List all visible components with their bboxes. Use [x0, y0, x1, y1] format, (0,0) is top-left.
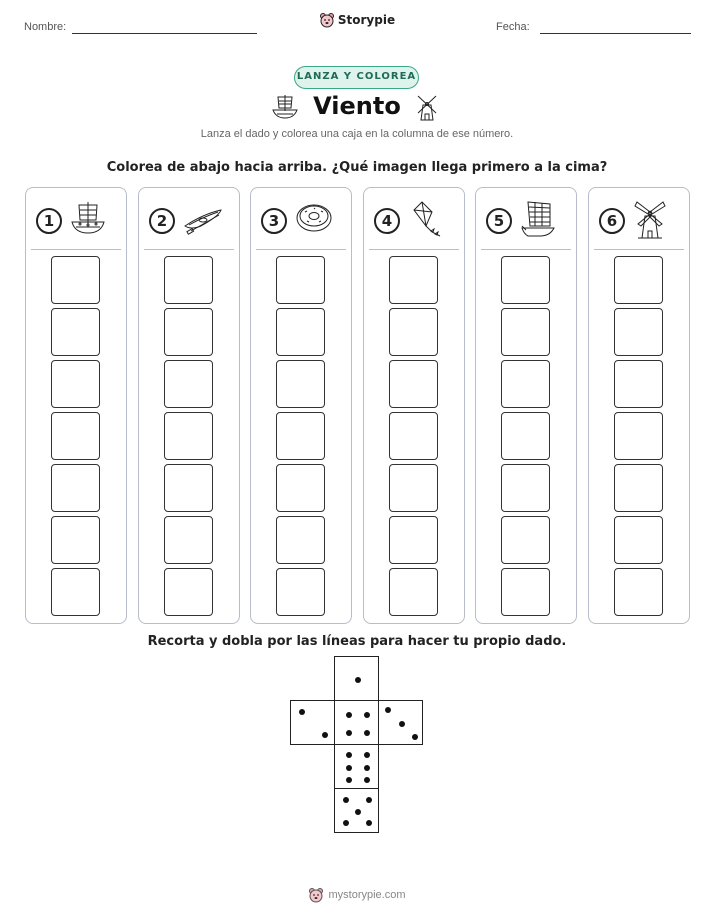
- column-header: [149, 200, 229, 240]
- color-box[interactable]: [164, 360, 213, 408]
- die-pip: [364, 752, 370, 758]
- race-column-2: [138, 187, 240, 624]
- viking-ship-icon: [70, 200, 106, 241]
- kayak-icon: [183, 200, 223, 241]
- windmill-icon: [633, 200, 667, 245]
- color-box[interactable]: [51, 412, 100, 460]
- color-box[interactable]: [389, 412, 438, 460]
- color-box[interactable]: [164, 412, 213, 460]
- color-box[interactable]: [501, 256, 550, 304]
- kite-icon: [408, 200, 444, 245]
- color-box[interactable]: [164, 464, 213, 512]
- die-pip: [366, 820, 372, 826]
- die-face-4: [334, 700, 379, 745]
- color-box[interactable]: [614, 412, 663, 460]
- die-pip: [366, 797, 372, 803]
- windmill-icon: [414, 93, 440, 121]
- storypie-bear-icon: [319, 12, 335, 28]
- color-box[interactable]: [276, 412, 325, 460]
- sailing-junk-icon: [520, 200, 556, 245]
- color-box[interactable]: [276, 568, 325, 616]
- color-box[interactable]: [614, 308, 663, 356]
- page-subtitle: Lanza el dado y colorea una caja en la columna de ese número.: [200, 128, 514, 140]
- color-box[interactable]: [51, 308, 100, 356]
- die-pip: [346, 752, 352, 758]
- color-box[interactable]: [276, 256, 325, 304]
- date-label: Fecha:: [496, 21, 530, 33]
- die-pip: [355, 677, 361, 683]
- die-pip: [364, 712, 370, 718]
- color-box[interactable]: [276, 516, 325, 564]
- activity-badge: LANZA Y COLOREA: [294, 66, 419, 89]
- color-box[interactable]: [501, 308, 550, 356]
- die-pip: [346, 765, 352, 771]
- die-pip: [364, 777, 370, 783]
- name-label: Nombre:: [24, 21, 67, 33]
- column-header: [486, 200, 566, 240]
- color-box[interactable]: [501, 516, 550, 564]
- column-number: 6: [599, 208, 625, 234]
- color-box[interactable]: [501, 464, 550, 512]
- color-box[interactable]: [51, 568, 100, 616]
- column-divider: [31, 249, 121, 250]
- die-face-2: [290, 700, 335, 745]
- brand-logo: [0, 12, 714, 33]
- color-box[interactable]: [51, 360, 100, 408]
- color-box[interactable]: [501, 568, 550, 616]
- color-box[interactable]: [164, 308, 213, 356]
- die-pip: [346, 777, 352, 783]
- color-box[interactable]: [276, 360, 325, 408]
- storypie-bear-icon: [308, 887, 324, 903]
- color-box[interactable]: [51, 516, 100, 564]
- race-column-5: [475, 187, 577, 624]
- footer-url: mystorypie.com: [328, 889, 406, 901]
- race-column-1: [25, 187, 127, 624]
- color-box[interactable]: [614, 568, 663, 616]
- column-divider: [144, 249, 234, 250]
- color-box[interactable]: [389, 516, 438, 564]
- die-pip: [343, 820, 349, 826]
- color-box[interactable]: [501, 360, 550, 408]
- color-box[interactable]: [164, 256, 213, 304]
- color-box[interactable]: [614, 256, 663, 304]
- date-line[interactable]: [540, 33, 691, 34]
- name-line[interactable]: [72, 33, 257, 34]
- color-box[interactable]: [389, 568, 438, 616]
- color-box[interactable]: [614, 360, 663, 408]
- die-pip: [364, 730, 370, 736]
- race-column-4: [363, 187, 465, 624]
- die-pip: [355, 809, 361, 815]
- page-title: Viento: [313, 92, 401, 120]
- column-divider: [594, 249, 684, 250]
- die-pip: [385, 707, 391, 713]
- color-box[interactable]: [389, 464, 438, 512]
- column-header: [599, 200, 679, 240]
- die-pip: [299, 709, 305, 715]
- die-pip: [346, 730, 352, 736]
- column-number: 3: [261, 208, 287, 234]
- color-box[interactable]: [164, 568, 213, 616]
- die-pip: [343, 797, 349, 803]
- color-box[interactable]: [614, 464, 663, 512]
- footer: [0, 887, 714, 908]
- die-pip: [346, 712, 352, 718]
- column-divider: [481, 249, 571, 250]
- color-box[interactable]: [51, 256, 100, 304]
- color-box[interactable]: [51, 464, 100, 512]
- color-box[interactable]: [389, 256, 438, 304]
- column-number: 2: [149, 208, 175, 234]
- color-box[interactable]: [501, 412, 550, 460]
- color-box[interactable]: [276, 464, 325, 512]
- color-box[interactable]: [614, 516, 663, 564]
- column-header: [261, 200, 341, 240]
- color-box[interactable]: [389, 308, 438, 356]
- brand-name: Storypie: [337, 13, 396, 27]
- die-face-5: [334, 788, 379, 833]
- column-number: 5: [486, 208, 512, 234]
- die-pip: [412, 734, 418, 740]
- column-divider: [256, 249, 346, 250]
- column-number: 4: [374, 208, 400, 234]
- die-face-1: [334, 656, 379, 701]
- column-header: [374, 200, 454, 240]
- donut-icon: [295, 200, 333, 241]
- column-number: 1: [36, 208, 62, 234]
- race-column-3: [250, 187, 352, 624]
- color-box[interactable]: [389, 360, 438, 408]
- race-instruction: Colorea de abajo hacia arriba. ¿Qué imagen llega primero a la cima?: [106, 160, 608, 175]
- die-face-3: [378, 700, 423, 745]
- die-pip: [364, 765, 370, 771]
- race-column-6: [588, 187, 690, 624]
- die-face-6: [334, 744, 379, 789]
- die-instruction: Recorta y dobla por las líneas para hacer tu propio dado.: [147, 634, 567, 649]
- die-pip: [399, 721, 405, 727]
- die-pip: [322, 732, 328, 738]
- column-divider: [369, 249, 459, 250]
- color-box[interactable]: [164, 516, 213, 564]
- column-header: [36, 200, 116, 240]
- color-box[interactable]: [276, 308, 325, 356]
